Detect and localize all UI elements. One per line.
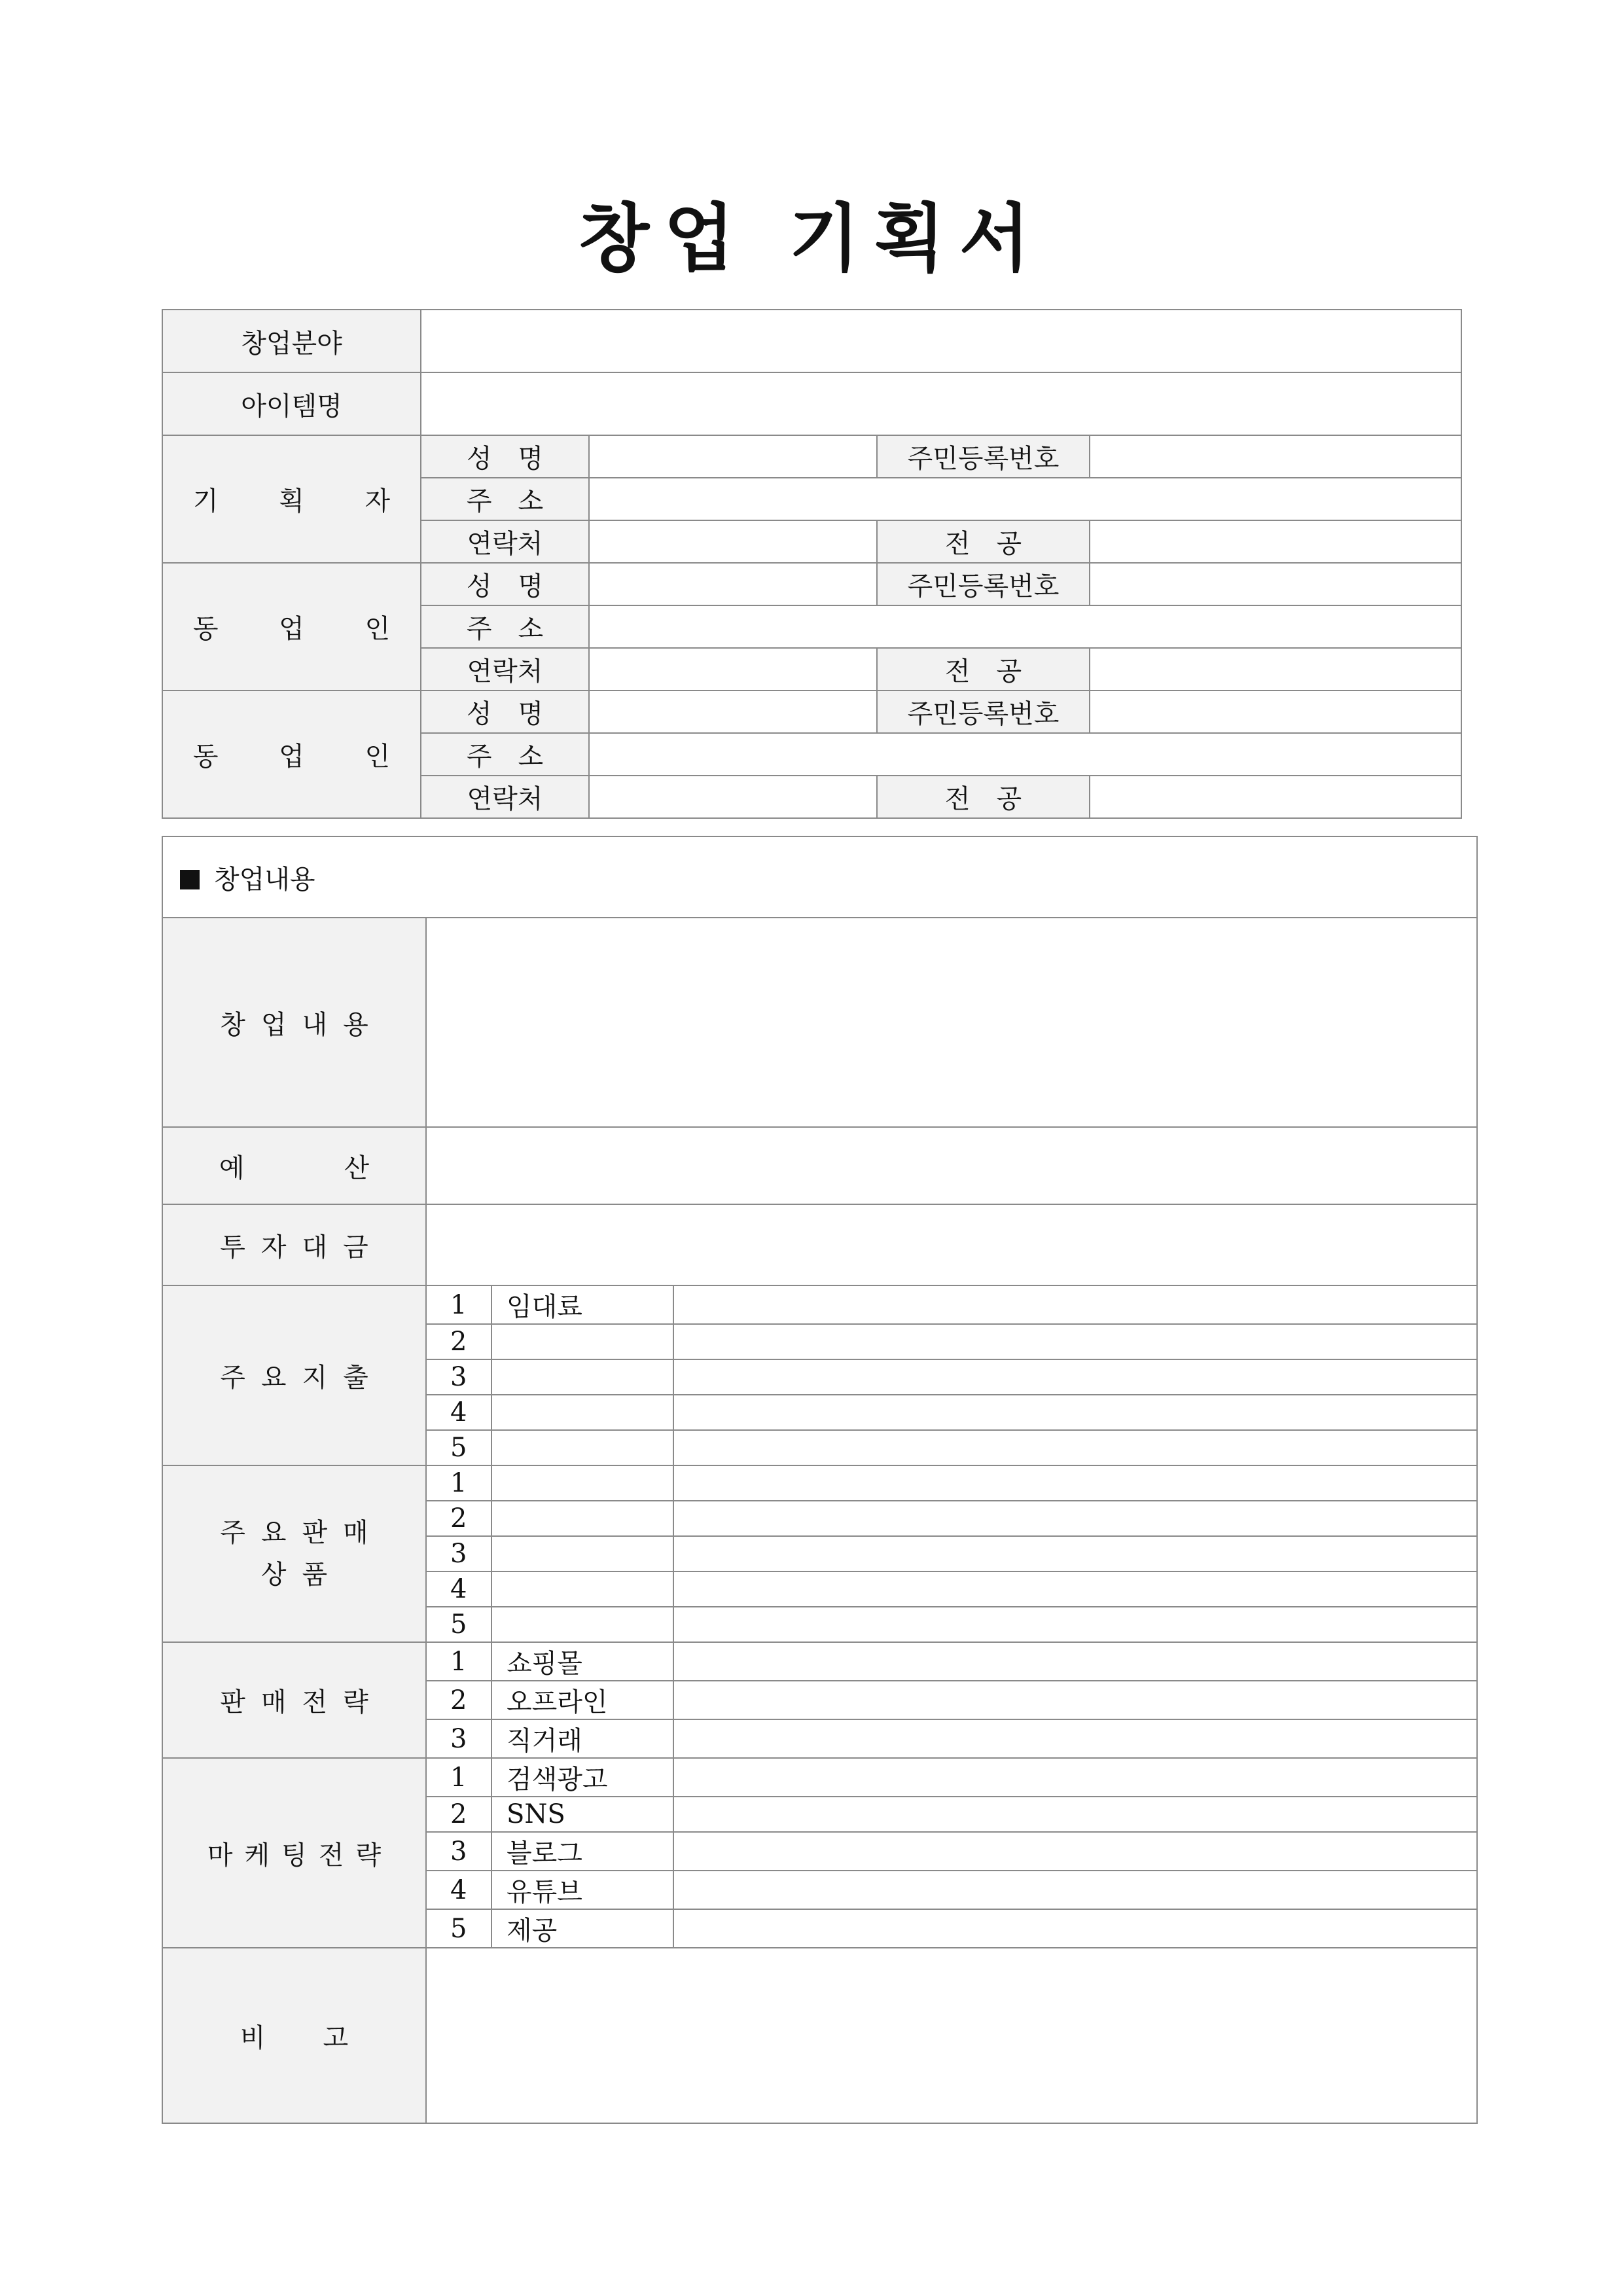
- remarks-label: 비 고: [162, 1948, 426, 2123]
- name-label: 성 명: [421, 691, 589, 733]
- content-input[interactable]: [426, 918, 1477, 1127]
- expense-detail-input[interactable]: [673, 1359, 1477, 1395]
- major-label: 전 공: [877, 648, 1090, 691]
- content-label: 창업내용: [162, 918, 426, 1127]
- row-number: 3: [426, 1832, 491, 1871]
- address-label: 주 소: [421, 605, 589, 648]
- major-label: 전 공: [877, 520, 1090, 563]
- contact-label: 연락처: [421, 648, 589, 691]
- expense-item[interactable]: [491, 1395, 673, 1430]
- business-content-table: [162, 836, 1478, 2124]
- row-number: 3: [426, 1719, 491, 1758]
- expense-detail-input[interactable]: [673, 1430, 1477, 1465]
- main-products-label: [162, 1465, 426, 1642]
- contact-label: 연락처: [421, 776, 589, 818]
- name-input[interactable]: [589, 563, 877, 605]
- main-products-label-line1: 주요판매: [220, 1518, 384, 1548]
- partner-label: 동 업 인: [162, 691, 421, 818]
- section-header: [162, 836, 1477, 918]
- expense-item[interactable]: 임대료: [491, 1285, 673, 1324]
- contact-input[interactable]: [589, 520, 877, 563]
- marketing-detail-input[interactable]: [673, 1797, 1477, 1832]
- product-detail-input[interactable]: [673, 1501, 1477, 1536]
- row-number: 5: [426, 1607, 491, 1642]
- section-title: 창업내용: [214, 864, 315, 895]
- row-number: 3: [426, 1536, 491, 1571]
- address-label: 주 소: [421, 478, 589, 520]
- row-number: 2: [426, 1681, 491, 1719]
- partner-label: 동 업 인: [162, 563, 421, 691]
- address-input[interactable]: [589, 478, 1461, 520]
- major-input[interactable]: [1090, 648, 1461, 691]
- investment-input[interactable]: [426, 1204, 1477, 1285]
- marketing-item[interactable]: SNS: [491, 1797, 673, 1832]
- product-item[interactable]: [491, 1536, 673, 1571]
- row-number: 2: [426, 1797, 491, 1832]
- marketing-strategy-label: 마케팅전략: [162, 1758, 426, 1948]
- row-number: 4: [426, 1571, 491, 1607]
- page-title: 창업 기획서: [579, 196, 1044, 281]
- sales-item[interactable]: 직거래: [491, 1719, 673, 1758]
- sales-strategy-label: 판매전략: [162, 1642, 426, 1758]
- item-name-input[interactable]: [421, 372, 1461, 435]
- row-number: 1: [426, 1465, 491, 1501]
- address-input[interactable]: [589, 733, 1461, 776]
- marketing-item[interactable]: 검색광고: [491, 1758, 673, 1797]
- sales-detail-input[interactable]: [673, 1642, 1477, 1681]
- product-item[interactable]: [491, 1571, 673, 1607]
- product-detail-input[interactable]: [673, 1536, 1477, 1571]
- expense-detail-input[interactable]: [673, 1285, 1477, 1324]
- product-item[interactable]: [491, 1501, 673, 1536]
- expenses-label: 주요지출: [162, 1285, 426, 1465]
- sales-detail-input[interactable]: [673, 1719, 1477, 1758]
- name-label: 성 명: [421, 435, 589, 478]
- row-number: 3: [426, 1359, 491, 1395]
- address-label: 주 소: [421, 733, 589, 776]
- contact-label: 연락처: [421, 520, 589, 563]
- row-number: 1: [426, 1642, 491, 1681]
- expense-item[interactable]: [491, 1324, 673, 1359]
- resident-number-label: 주민등록번호: [877, 691, 1090, 733]
- row-number: 5: [426, 1909, 491, 1948]
- applicant-info-table: [162, 309, 1462, 819]
- product-item[interactable]: [491, 1607, 673, 1642]
- product-detail-input[interactable]: [673, 1607, 1477, 1642]
- product-detail-input[interactable]: [673, 1571, 1477, 1607]
- investment-label: 투자대금: [162, 1204, 426, 1285]
- resident-number-input[interactable]: [1090, 435, 1461, 478]
- resident-number-label: 주민등록번호: [877, 563, 1090, 605]
- row-number: 2: [426, 1501, 491, 1536]
- expense-detail-input[interactable]: [673, 1324, 1477, 1359]
- budget-input[interactable]: [426, 1127, 1477, 1204]
- field-label: 창업분야: [162, 310, 421, 372]
- major-label: 전 공: [877, 776, 1090, 818]
- sales-detail-input[interactable]: [673, 1681, 1477, 1719]
- expense-item[interactable]: [491, 1359, 673, 1395]
- name-label: 성 명: [421, 563, 589, 605]
- product-detail-input[interactable]: [673, 1465, 1477, 1501]
- major-input[interactable]: [1090, 520, 1461, 563]
- marketing-detail-input[interactable]: [673, 1909, 1477, 1948]
- row-number: 1: [426, 1758, 491, 1797]
- name-input[interactable]: [589, 691, 877, 733]
- resident-number-label: 주민등록번호: [877, 435, 1090, 478]
- row-number: 5: [426, 1430, 491, 1465]
- address-input[interactable]: [589, 605, 1461, 648]
- contact-input[interactable]: [589, 648, 877, 691]
- product-item[interactable]: [491, 1465, 673, 1501]
- expense-detail-input[interactable]: [673, 1395, 1477, 1430]
- major-input[interactable]: [1090, 776, 1461, 818]
- resident-number-input[interactable]: [1090, 691, 1461, 733]
- marketing-item[interactable]: 제공: [491, 1909, 673, 1948]
- remarks-input[interactable]: [426, 1948, 1477, 2123]
- marketing-detail-input[interactable]: [673, 1832, 1477, 1871]
- budget-label: 예 산: [162, 1127, 426, 1204]
- resident-number-input[interactable]: [1090, 563, 1461, 605]
- expense-item[interactable]: [491, 1430, 673, 1465]
- marketing-detail-input[interactable]: [673, 1758, 1477, 1797]
- marketing-item[interactable]: 유튜브: [491, 1871, 673, 1909]
- item-name-label: 아이템명: [162, 372, 421, 435]
- planner-label: 기 획 자: [162, 435, 421, 563]
- contact-input[interactable]: [589, 776, 877, 818]
- marketing-item[interactable]: 블로그: [491, 1832, 673, 1871]
- row-number: 4: [426, 1395, 491, 1430]
- row-number: 1: [426, 1285, 491, 1324]
- row-number: 4: [426, 1871, 491, 1909]
- field-input[interactable]: [421, 310, 1461, 372]
- name-input[interactable]: [589, 435, 877, 478]
- sales-item[interactable]: 오프라인: [491, 1681, 673, 1719]
- main-products-label-line2: 상품: [260, 1560, 344, 1590]
- marketing-detail-input[interactable]: [673, 1871, 1477, 1909]
- black-square-icon: [180, 870, 200, 889]
- sales-item[interactable]: 쇼핑몰: [491, 1642, 673, 1681]
- row-number: 2: [426, 1324, 491, 1359]
